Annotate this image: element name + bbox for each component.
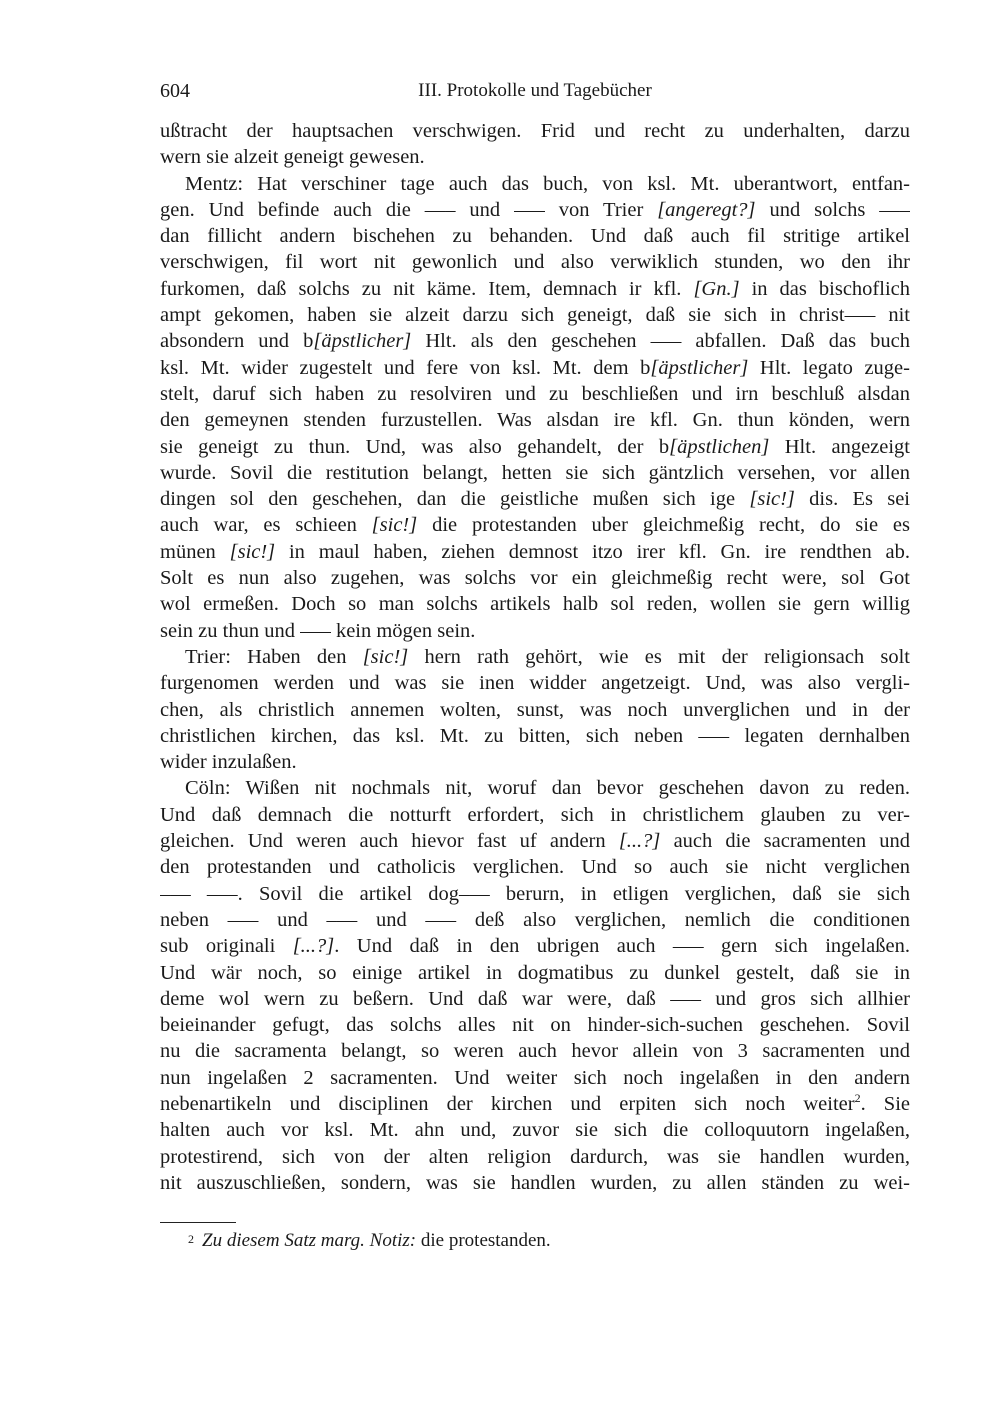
text-segment: deme wol wern zu beßern. Und daß war were, daß ––– und gros sich allhier <box>160 987 910 1010</box>
text-line <box>160 171 910 197</box>
text-segment: dan fillicht andern bischehen zu behanden. Und daß auch fil stritige artikel <box>160 225 910 248</box>
text-line <box>160 512 910 538</box>
editorial-note: [...?] <box>618 830 661 853</box>
text-segment: absondern und b <box>160 330 314 353</box>
editorial-note: [angeregt?] <box>657 198 756 221</box>
text-line <box>160 1144 910 1170</box>
editorial-note: [äpstlichen] <box>669 435 770 458</box>
text-segment: gen. Und befinde auch die ––– und ––– von Trier <box>160 198 658 221</box>
text-segment: . Und daß in den ubrigen auch ––– gern sich ingelaßen. <box>334 935 910 958</box>
editorial-note: [...?] <box>292 935 335 958</box>
editorial-note: [sic!] <box>362 645 409 668</box>
footnote-ref: 2 <box>854 1091 861 1106</box>
text-segment: auch die sacramenten und <box>660 830 910 853</box>
text-line <box>160 1012 910 1038</box>
text-segment: furkomen, daß solchs zu nit käme. Item, demnach ir kfl. <box>160 277 694 300</box>
text-line <box>160 565 910 591</box>
text-segment: nebenartikeln und disciplinen der kirchen und erpiten sich noch weiter <box>160 1092 855 1115</box>
text-segment: Mentz: Hat verschiner tage auch das buch, von ksl. Mt. uberantwort, entfan- <box>185 172 910 195</box>
footnote-divider <box>160 1222 236 1223</box>
text-segment: den protestanden und catholicis verglichen. Und so auch sie nicht verglichen <box>160 856 910 879</box>
text-segment: ampt gekomen, haben sie alzeit darzu sich geneigt, daß sie sich in christ––– nit <box>160 304 910 327</box>
text-segment: nun ingelaßen 2 sacramenten. Und weiter sich noch ingelaßen in den andern <box>160 1066 910 1089</box>
text-line <box>160 381 910 407</box>
text-line <box>160 986 910 1012</box>
text-segment: christlichen kirchen, das ksl. Mt. zu bitten, sich neben ––– legaten dernhalben <box>160 724 910 747</box>
text-segment: Hlt. legato zuge- <box>748 356 910 379</box>
text-segment: wern sie alzeit geneigt gewesen. <box>160 146 425 169</box>
text-segment: Und daß demnach die notturft erfordert, sich in christlichem glauben zu ver- <box>160 803 910 826</box>
text-line <box>160 460 910 486</box>
text-line <box>160 1091 910 1117</box>
page-number: 604 <box>160 80 190 102</box>
text-segment: sub originali <box>160 935 293 958</box>
text-line <box>160 144 910 170</box>
text-line <box>160 1170 910 1196</box>
footnote-number: 2 <box>188 1232 194 1246</box>
editorial-note: [sic!] <box>229 540 276 563</box>
text-segment: halten auch vor ksl. Mt. ahn und, zuvor sie sich die colloquutorn ingelaßen, <box>160 1119 910 1142</box>
body-text <box>160 118 910 1196</box>
text-line <box>160 249 910 275</box>
text-segment: neben ––– und ––– und ––– deß also verglichen, nemlich die conditionen <box>160 908 910 931</box>
text-segment: ksl. Mt. wider zugestelt und fere von ksl. Mt. dem b <box>160 356 651 379</box>
text-line <box>160 355 910 381</box>
text-line <box>160 907 910 933</box>
text-segment: wider inzulaßen. <box>160 751 297 774</box>
text-line <box>160 881 910 907</box>
editorial-note: [sic!] <box>371 514 418 537</box>
text-line <box>160 302 910 328</box>
text-segment: sein zu thun und ––– kein mögen sein. <box>160 619 476 642</box>
text-line <box>160 591 910 617</box>
text-line <box>160 670 910 696</box>
text-line <box>160 486 910 512</box>
text-line <box>160 960 910 986</box>
text-line <box>160 223 910 249</box>
text-line <box>160 1038 910 1064</box>
text-line <box>160 723 910 749</box>
text-segment: Und wär noch, so einige artikel in dogmatibus zu dunkel gestelt, daß sie in <box>160 961 910 984</box>
text-segment: in das bischoflich <box>739 277 910 300</box>
text-segment: die protestanden uber gleichmeßig recht, do sie es <box>417 514 910 537</box>
text-line <box>160 539 910 565</box>
text-segment: hern rath gehört, wie es mit der religionsach solt <box>408 645 910 668</box>
editorial-note: [äpstlicher] <box>650 356 749 379</box>
text-line <box>160 828 910 854</box>
text-segment: Trier: Haben den <box>185 645 363 668</box>
text-line <box>160 434 910 460</box>
text-segment: auch war, es schieen <box>160 514 372 537</box>
text-line <box>160 775 910 801</box>
text-segment: gleichen. Und weren auch hievor fast uf andern <box>160 830 619 853</box>
text-segment: und solchs ––– <box>755 198 910 221</box>
text-segment: dingen sol den geschehen, dan die geistliche mußen sich ige <box>160 488 750 511</box>
text-segment: wurde. Sovil die restitution belangt, hetten sie sich gäntzlich versehen, vor allen <box>160 461 910 484</box>
text-segment: wol ermeßen. Doch so man solchs artikels halb sol reden, wollen sie gern willig <box>160 593 910 616</box>
text-line <box>160 328 910 354</box>
text-segment: furgenomen werden und was sie inen widder angetzeigt. Und, was also vergli- <box>160 672 910 695</box>
text-segment: nu die sacramenta belangt, so weren auch hevor allein von 3 sacramenten und <box>160 1040 910 1063</box>
text-line <box>160 1117 910 1143</box>
text-line <box>160 933 910 959</box>
text-segment: stelt, daruf sich haben zu resolviren und zu beschließen und irn beschluß alsdan <box>160 382 910 405</box>
text-line <box>160 749 910 775</box>
text-segment: . Sie <box>860 1092 910 1115</box>
text-segment: ußtracht der hauptsachen verschwigen. Frid und recht zu underhalten, darzu <box>160 120 910 142</box>
text-segment: Cöln: Wißen nit nochmals nit, woruf dan bevor geschehen davon zu reden. <box>185 777 910 800</box>
footnote <box>188 1228 551 1254</box>
running-title: III. Protokolle und Tagebücher <box>418 80 652 101</box>
text-segment: Hlt. angezeigt <box>769 435 910 458</box>
text-line <box>160 276 910 302</box>
text-segment: nit auszuschließen, sondern, was sie handlen wurden, zu allen ständen zu wei- <box>160 1171 910 1194</box>
text-line <box>160 407 910 433</box>
text-line <box>160 802 910 828</box>
text-segment: den gemeynen stenden furzustellen. Was alsdan ire kfl. Gn. thun könden, wern <box>160 409 910 432</box>
text-segment: beieinander gefugt, das solchs alles nit on hinder-sich-suchen geschehen. Sovil <box>160 1014 910 1037</box>
editorial-note: [sic!] <box>749 488 795 511</box>
text-line <box>160 854 910 880</box>
text-line <box>160 1065 910 1091</box>
footnote-italic: Zu diesem Satz marg. Notiz: <box>202 1230 417 1251</box>
text-segment: Solt es nun also zugehen, was solchs vor ein gleichmeßig recht were, sol Got <box>160 567 910 590</box>
text-segment: dis. Es sei <box>794 488 910 511</box>
text-segment: protestirend, sich von der alten religion dardurch, was sie handlen wurden, <box>160 1145 910 1168</box>
text-line <box>160 118 910 144</box>
text-segment: münen <box>160 540 230 563</box>
text-line <box>160 644 910 670</box>
text-segment: chen, als christlich annemen wolten, sunst, was noch unverglichen und in der <box>160 698 910 721</box>
text-segment: sie geneigt zu thun. Und, was also gehandelt, der b <box>160 435 670 458</box>
text-segment: verschwigen, fil wort nit gewonlich und also verwiklich stunden, wo den ihr <box>160 251 910 274</box>
text-line <box>160 618 910 644</box>
text-line <box>160 697 910 723</box>
editorial-note: [Gn.] <box>693 277 740 300</box>
text-segment: in maul haben, ziehen demnost itzo irer kfl. Gn. ire rendthen ab. <box>275 540 910 563</box>
text-line <box>160 197 910 223</box>
text-segment: Hlt. als den geschehen ––– abfallen. Daß das buch <box>411 330 910 353</box>
footnote-text: die protestanden. <box>416 1230 551 1251</box>
editorial-note: [äpstlicher] <box>313 330 412 353</box>
text-segment: ––– –––. Sovil die artikel dog––– berurn, in etligen verglichen, daß sie sich <box>160 882 910 905</box>
